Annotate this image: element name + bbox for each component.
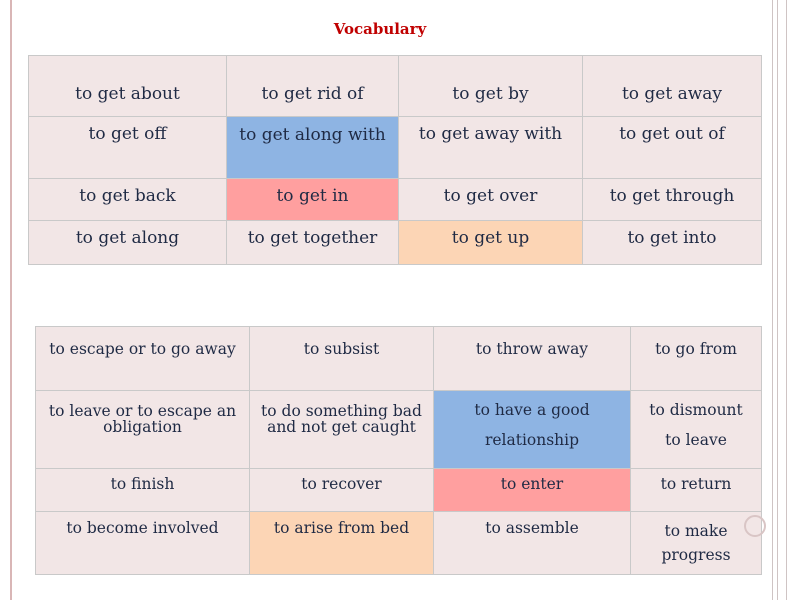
vocab-cell: to get by [399,56,583,117]
meaning-line: to dismount [649,401,743,419]
meaning-line: and not get caught [267,418,416,436]
vocab-cell: to get through [583,179,762,221]
meaning-line: relationship [484,431,580,449]
meaning-cell-highlighted: to arise from bed [250,512,434,575]
decorative-circle [744,515,766,537]
vocab-cell-highlighted: to get along with [227,117,399,179]
vocab-cell: to get along [29,221,227,265]
meaning-line: to do something bad [261,402,422,420]
page-title: Vocabulary [333,20,427,38]
slide-left-border [10,0,12,600]
meaning-cell: to finish [36,469,250,512]
meaning-cell: to assemble [434,512,631,575]
vocab-cell: to get about [29,56,227,117]
slide-right-border [772,0,773,600]
vocab-cell: to get together [227,221,399,265]
meaning-cell: to return [631,469,762,512]
meaning-line: progress [661,546,731,564]
meaning-line: obligation [103,418,182,436]
meaning-cell: to escape or to go away [36,327,250,391]
vocab-cell: to get rid of [227,56,399,117]
meaning-cell: to subsist [250,327,434,391]
vocab-cell: to get away [583,56,762,117]
meaning-line: to leave or to escape an [48,402,237,420]
vocab-cell: to get into [583,221,762,265]
meaning-cell: to throw away [434,327,631,391]
slide-right-border [786,0,787,600]
meanings-table [35,326,762,575]
vocab-cell-highlighted: to get up [399,221,583,265]
meaning-cell: to go from [631,327,762,391]
meaning-line: to leave [665,431,727,449]
vocabulary-table [28,55,762,265]
vocab-cell: to get off [29,117,227,179]
meaning-line: to make [664,522,728,540]
meaning-cell: to recover [250,469,434,512]
meaning-cell [250,391,434,469]
meaning-cell [36,391,250,469]
meaning-cell-highlighted [434,391,631,469]
meaning-cell: to become involved [36,512,250,575]
vocab-cell: to get away with [399,117,583,179]
meaning-cell [631,512,762,575]
vocab-cell: to get back [29,179,227,221]
vocab-cell: to get over [399,179,583,221]
meaning-cell [631,391,762,469]
slide-right-border [777,0,778,600]
meaning-cell-highlighted: to enter [434,469,631,512]
meaning-line: to have a good [474,401,590,419]
vocab-cell-highlighted: to get in [227,179,399,221]
vocab-cell: to get out of [583,117,762,179]
